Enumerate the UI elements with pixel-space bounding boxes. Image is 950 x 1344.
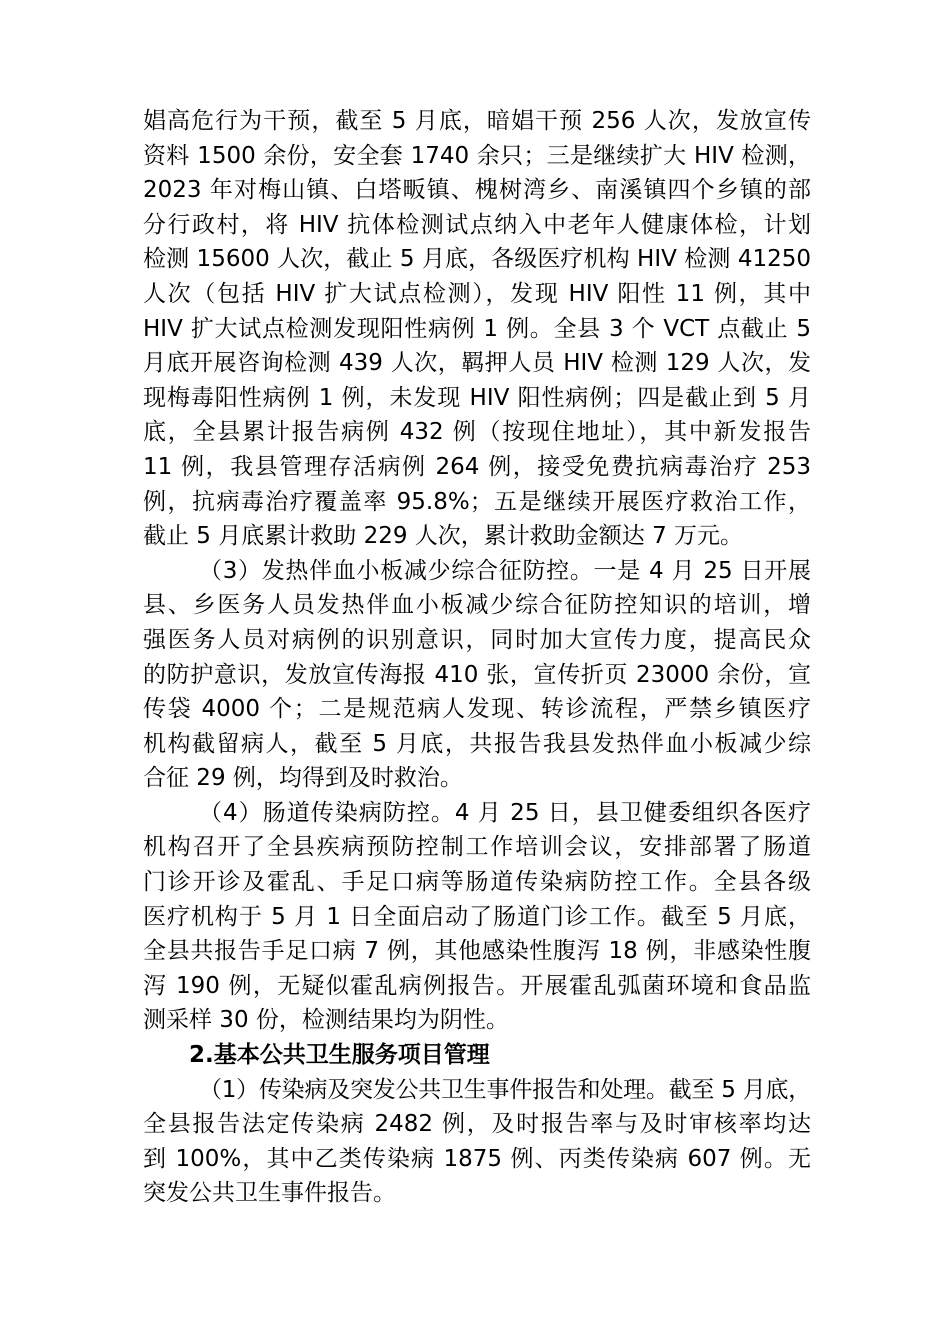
body-line: 分行政村，将 HIV 抗体检测试点纳入中老年人健康体检，计划 bbox=[143, 211, 811, 238]
body-line: 测采样 30 份，检测结果均为阴性。 bbox=[143, 1007, 509, 1034]
body-line: 娼高危行为干预，截至 5 月底，暗娼干预 256 人次，发放宣传 bbox=[143, 108, 811, 134]
body-line: 截止 5 月底累计救助 229 人次，累计救助金额达 7 万元。 bbox=[143, 523, 744, 550]
body-line: 月底开展咨询检测 439 人次，羁押人员 HIV 检测 129 人次，发 bbox=[143, 350, 811, 377]
body-line: 全县共报告手足口病 7 例，其他感染性腹泻 18 例，非感染性腹 bbox=[143, 938, 811, 965]
body-line: 到 100%，其中乙类传染病 1875 例、丙类传染病 607 例。无 bbox=[143, 1145, 811, 1172]
body-line: 泻 190 例，无疑似霍乱病例报告。开展霍乱弧菌环境和食品监 bbox=[143, 972, 811, 999]
body-line: 机构截留病人，截至 5 月底，共报告我县发热伴血小板减少综 bbox=[143, 730, 811, 757]
body-line: 2023 年对梅山镇、白塔畈镇、槐树湾乡、南溪镇四个乡镇的部 bbox=[143, 177, 811, 204]
body-line: 强医务人员对病例的识别意识，同时加大宣传力度，提高民众 bbox=[143, 626, 811, 653]
document-body bbox=[143, 104, 811, 1211]
body-line: 的防护意识，发放宣传海报 410 张，宣传折页 23000 余份，宣 bbox=[143, 661, 811, 688]
body-line: 人次（包括 HIV 扩大试点检测），发现 HIV 阳性 11 例，其中 bbox=[143, 280, 811, 307]
body-line: 例，抗病毒治疗覆盖率 95.8%；五是继续开展医疗救治工作， bbox=[143, 488, 811, 515]
paragraph-start-line: （3）发热伴血小板减少综合征防控。一是 4 月 25 日开展 bbox=[199, 557, 811, 584]
body-line: 检测 15600 人次，截止 5 月底，各级医疗机构 HIV 检测 41250 bbox=[143, 246, 811, 273]
body-line: 门诊开诊及霍乱、手足口病等肠道传染病防控工作。全县各级 bbox=[143, 869, 811, 896]
body-line: 县、乡医务人员发热伴血小板减少综合征防控知识的培训，增 bbox=[143, 592, 811, 619]
paragraph-start-line: （1）传染病及突发公共卫生事件报告和处理。截至 5 月底， bbox=[199, 1076, 811, 1103]
body-line: 合征 29 例，均得到及时救治。 bbox=[143, 765, 463, 792]
body-line: 底，全县累计报告病例 432 例（按现住地址），其中新发报告 bbox=[143, 419, 811, 446]
body-line: 11 例，我县管理存活病例 264 例，接受免费抗病毒治疗 253 bbox=[143, 453, 811, 480]
body-line: 全县报告法定传染病 2482 例，及时报告率与及时审核率均达 bbox=[143, 1111, 811, 1138]
paragraph-start-line: （4）肠道传染病防控。4 月 25 日，县卫健委组织各医疗 bbox=[199, 799, 811, 826]
body-line: 医疗机构于 5 月 1 日全面启动了肠道门诊工作。截至 5 月底， bbox=[143, 903, 811, 930]
body-line: 机构召开了全县疾病预防控制工作培训会议，安排部署了肠道 bbox=[143, 834, 811, 861]
body-line: 传袋 4000 个；二是规范病人发现、转诊流程，严禁乡镇医疗 bbox=[143, 696, 811, 723]
body-line: 突发公共卫生事件报告。 bbox=[143, 1180, 396, 1207]
body-line: 现梅毒阳性病例 1 例，未发现 HIV 阳性病例；四是截止到 5 月 bbox=[143, 384, 811, 411]
body-line: HIV 扩大试点检测发现阳性病例 1 例。全县 3 个 VCT 点截止 5 bbox=[143, 315, 811, 342]
body-line: 资料 1500 余份，安全套 1740 余只；三是继续扩大 HIV 检测， bbox=[143, 142, 811, 169]
section-heading: 2.基本公共卫生服务项目管理 bbox=[189, 1042, 490, 1069]
